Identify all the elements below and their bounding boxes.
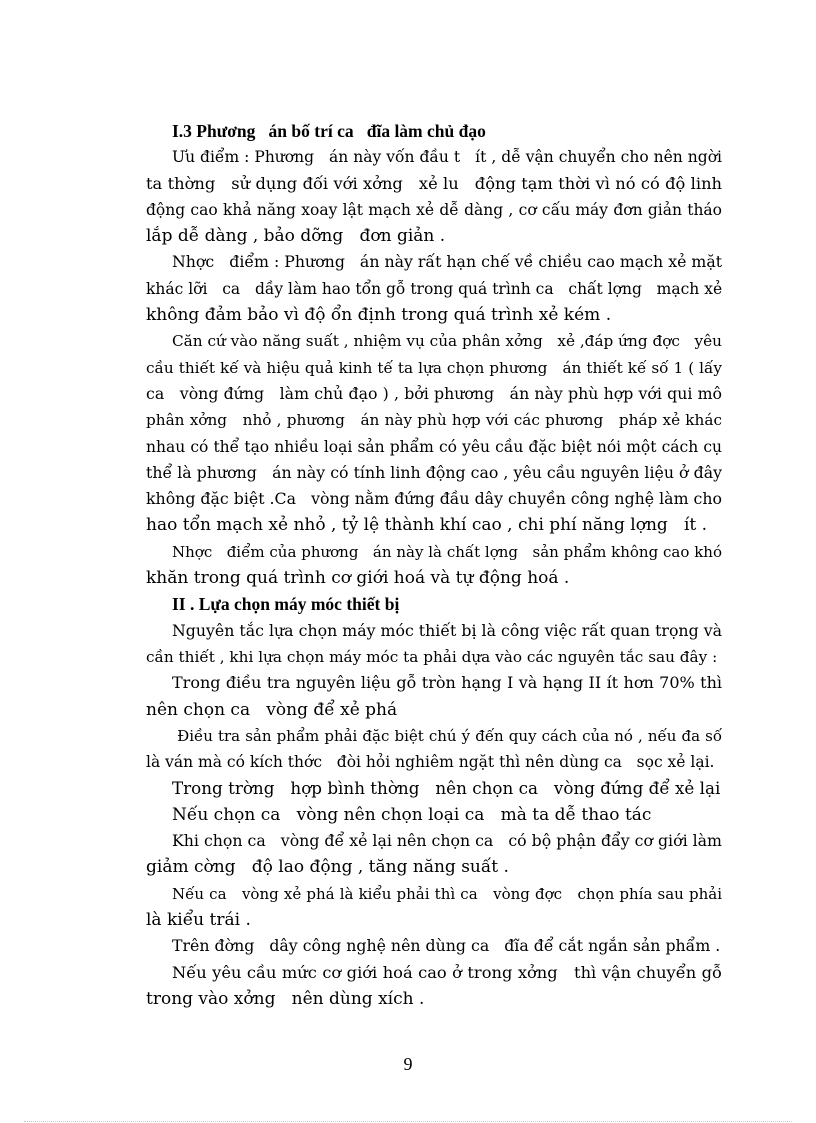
text-line: ca vòng đứng làm chủ đạo ) , bởi phương án này phù hợp với qui mô	[146, 383, 722, 403]
text-line: trong vào xởng nên dùng xích .	[146, 988, 425, 1009]
text-line: lắp dễ dàng , bảo dỡng đơn giản .	[146, 226, 446, 247]
text-line: cần thiết , khi lựa chọn máy móc ta phải dựa vào các nguyên tắc sau đây :	[146, 647, 718, 666]
text-line: là kiểu trái .	[146, 909, 251, 930]
text-line: Trong điều tra nguyên liệu gỗ tròn hạng I và hạng II ít hơn 70% thì	[172, 673, 722, 693]
text-line: cầu thiết kế và hiệu quả kinh tế ta lựa chọn phương án thiết kế số 1 ( lấy	[146, 358, 722, 377]
text-line: Khi chọn ca vòng để xẻ lại nên chọn ca có bộ phận đẩy cơ giới làm	[172, 831, 722, 851]
paragraph-survey	[146, 670, 722, 723]
text-line: Điều tra sản phẩm phải đặc biệt chú ý đến quy cách của nó , nếu đa số	[172, 726, 722, 745]
text-line: khác lỡi ca dầy làm hao tổn gỗ trong quá trình ca chất lợng mạch xẻ	[146, 279, 722, 298]
section-heading: I.3 Phương án bố trí ca đĩa làm chủ đạo	[172, 121, 486, 141]
text-line: nên chọn ca vòng để xẻ phá	[146, 699, 398, 720]
paragraph-advantages	[146, 144, 722, 249]
text-line: không đặc biệt .Ca vòng nằm đứng đầu dây chuyền công nghệ làm cho	[146, 489, 722, 509]
text-line: Nhợc điểm : Phương án này rất hạn chế về chiều cao mạch xẻ mặt	[172, 252, 722, 272]
text-line: Nếu yêu cầu mức cơ giới hoá cao ở trong xởng thì vận chuyển gỗ	[172, 962, 722, 982]
text-line: nhau có thể tạo nhiều loại sản phẩm có yêu cầu đặc biệt nói một cách cụ	[146, 437, 722, 456]
text-line: Nếu ca vòng xẻ phá là kiểu phải thì ca vòng đợc chọn phía sau phải	[172, 884, 722, 903]
paragraph-principles	[146, 618, 722, 671]
footer-divider	[24, 1121, 792, 1122]
text-line: Nhợc điểm của phương án này là chất lợng sản phẩm không cao khó	[172, 542, 722, 561]
section-heading: II . Lựa chọn máy móc thiết bị	[172, 594, 400, 615]
paragraph-saw-orientation	[146, 881, 722, 934]
text-line: giảm cờng độ lao động , tăng năng suất .	[146, 857, 509, 878]
text-line: ta thờng sử dụng đối với xởng xẻ lu động tạm thời vì nó có độ linh	[146, 173, 722, 193]
paragraph-drawback	[146, 539, 722, 592]
paragraph-band-saw-choice: Nếu chọn ca vòng nên chọn loại ca mà ta dễ thao tác	[172, 804, 652, 825]
text-line: Nguyên tắc lựa chọn máy móc thiết bị là công việc rất quan trọng và	[172, 620, 722, 640]
text-line: phân xởng nhỏ , phương án này phù hợp với các phương pháp xẻ khác	[146, 411, 722, 430]
paragraph-disadvantages	[146, 249, 722, 328]
page-number: 9	[403, 1054, 413, 1074]
paragraph-rationale	[146, 328, 722, 538]
text-line: hao tổn mạch xẻ nhỏ , tỷ lệ thành khí cao , chi phí năng lợng ít .	[146, 515, 708, 536]
text-line: động cao khả năng xoay lật mạch xẻ dễ dàng , cơ cấu máy đơn giản tháo	[146, 200, 722, 219]
text-line: Căn cứ vào năng suất , nhiệm vụ của phân xởng xẻ ,đáp ứng đợc yêu	[172, 332, 722, 351]
paragraph-circular-saw: Trên đờng dây công nghệ nên dùng ca đĩa để cắt ngắn sản phẩm .	[172, 936, 721, 956]
paragraph-product-survey	[146, 723, 722, 776]
paragraph-chain-conveyor	[146, 960, 722, 1013]
paragraph-normal-case: Trong trờng hợp bình thờng nên chọn ca vòng đứng để xẻ lại	[172, 778, 721, 799]
text-line: không đảm bảo vì độ ổn định trong quá trình xẻ kém .	[146, 305, 612, 326]
text-line: là ván mà có kích thớc đòi hỏi nghiêm ngặt thì nên dùng ca sọc xẻ lại.	[146, 753, 715, 772]
document-body	[146, 118, 722, 1012]
text-line: Ưu điểm : Phương án này vốn đầu t ít , dễ vận chuyển cho nên ngời	[172, 148, 722, 167]
text-line: khăn trong quá trình cơ giới hoá và tự động hoá .	[146, 568, 570, 589]
paragraph-resaw	[146, 828, 722, 881]
text-line: thể là phương án này có tính linh động cao , yêu cầu nguyên liệu ở đây	[146, 462, 722, 482]
